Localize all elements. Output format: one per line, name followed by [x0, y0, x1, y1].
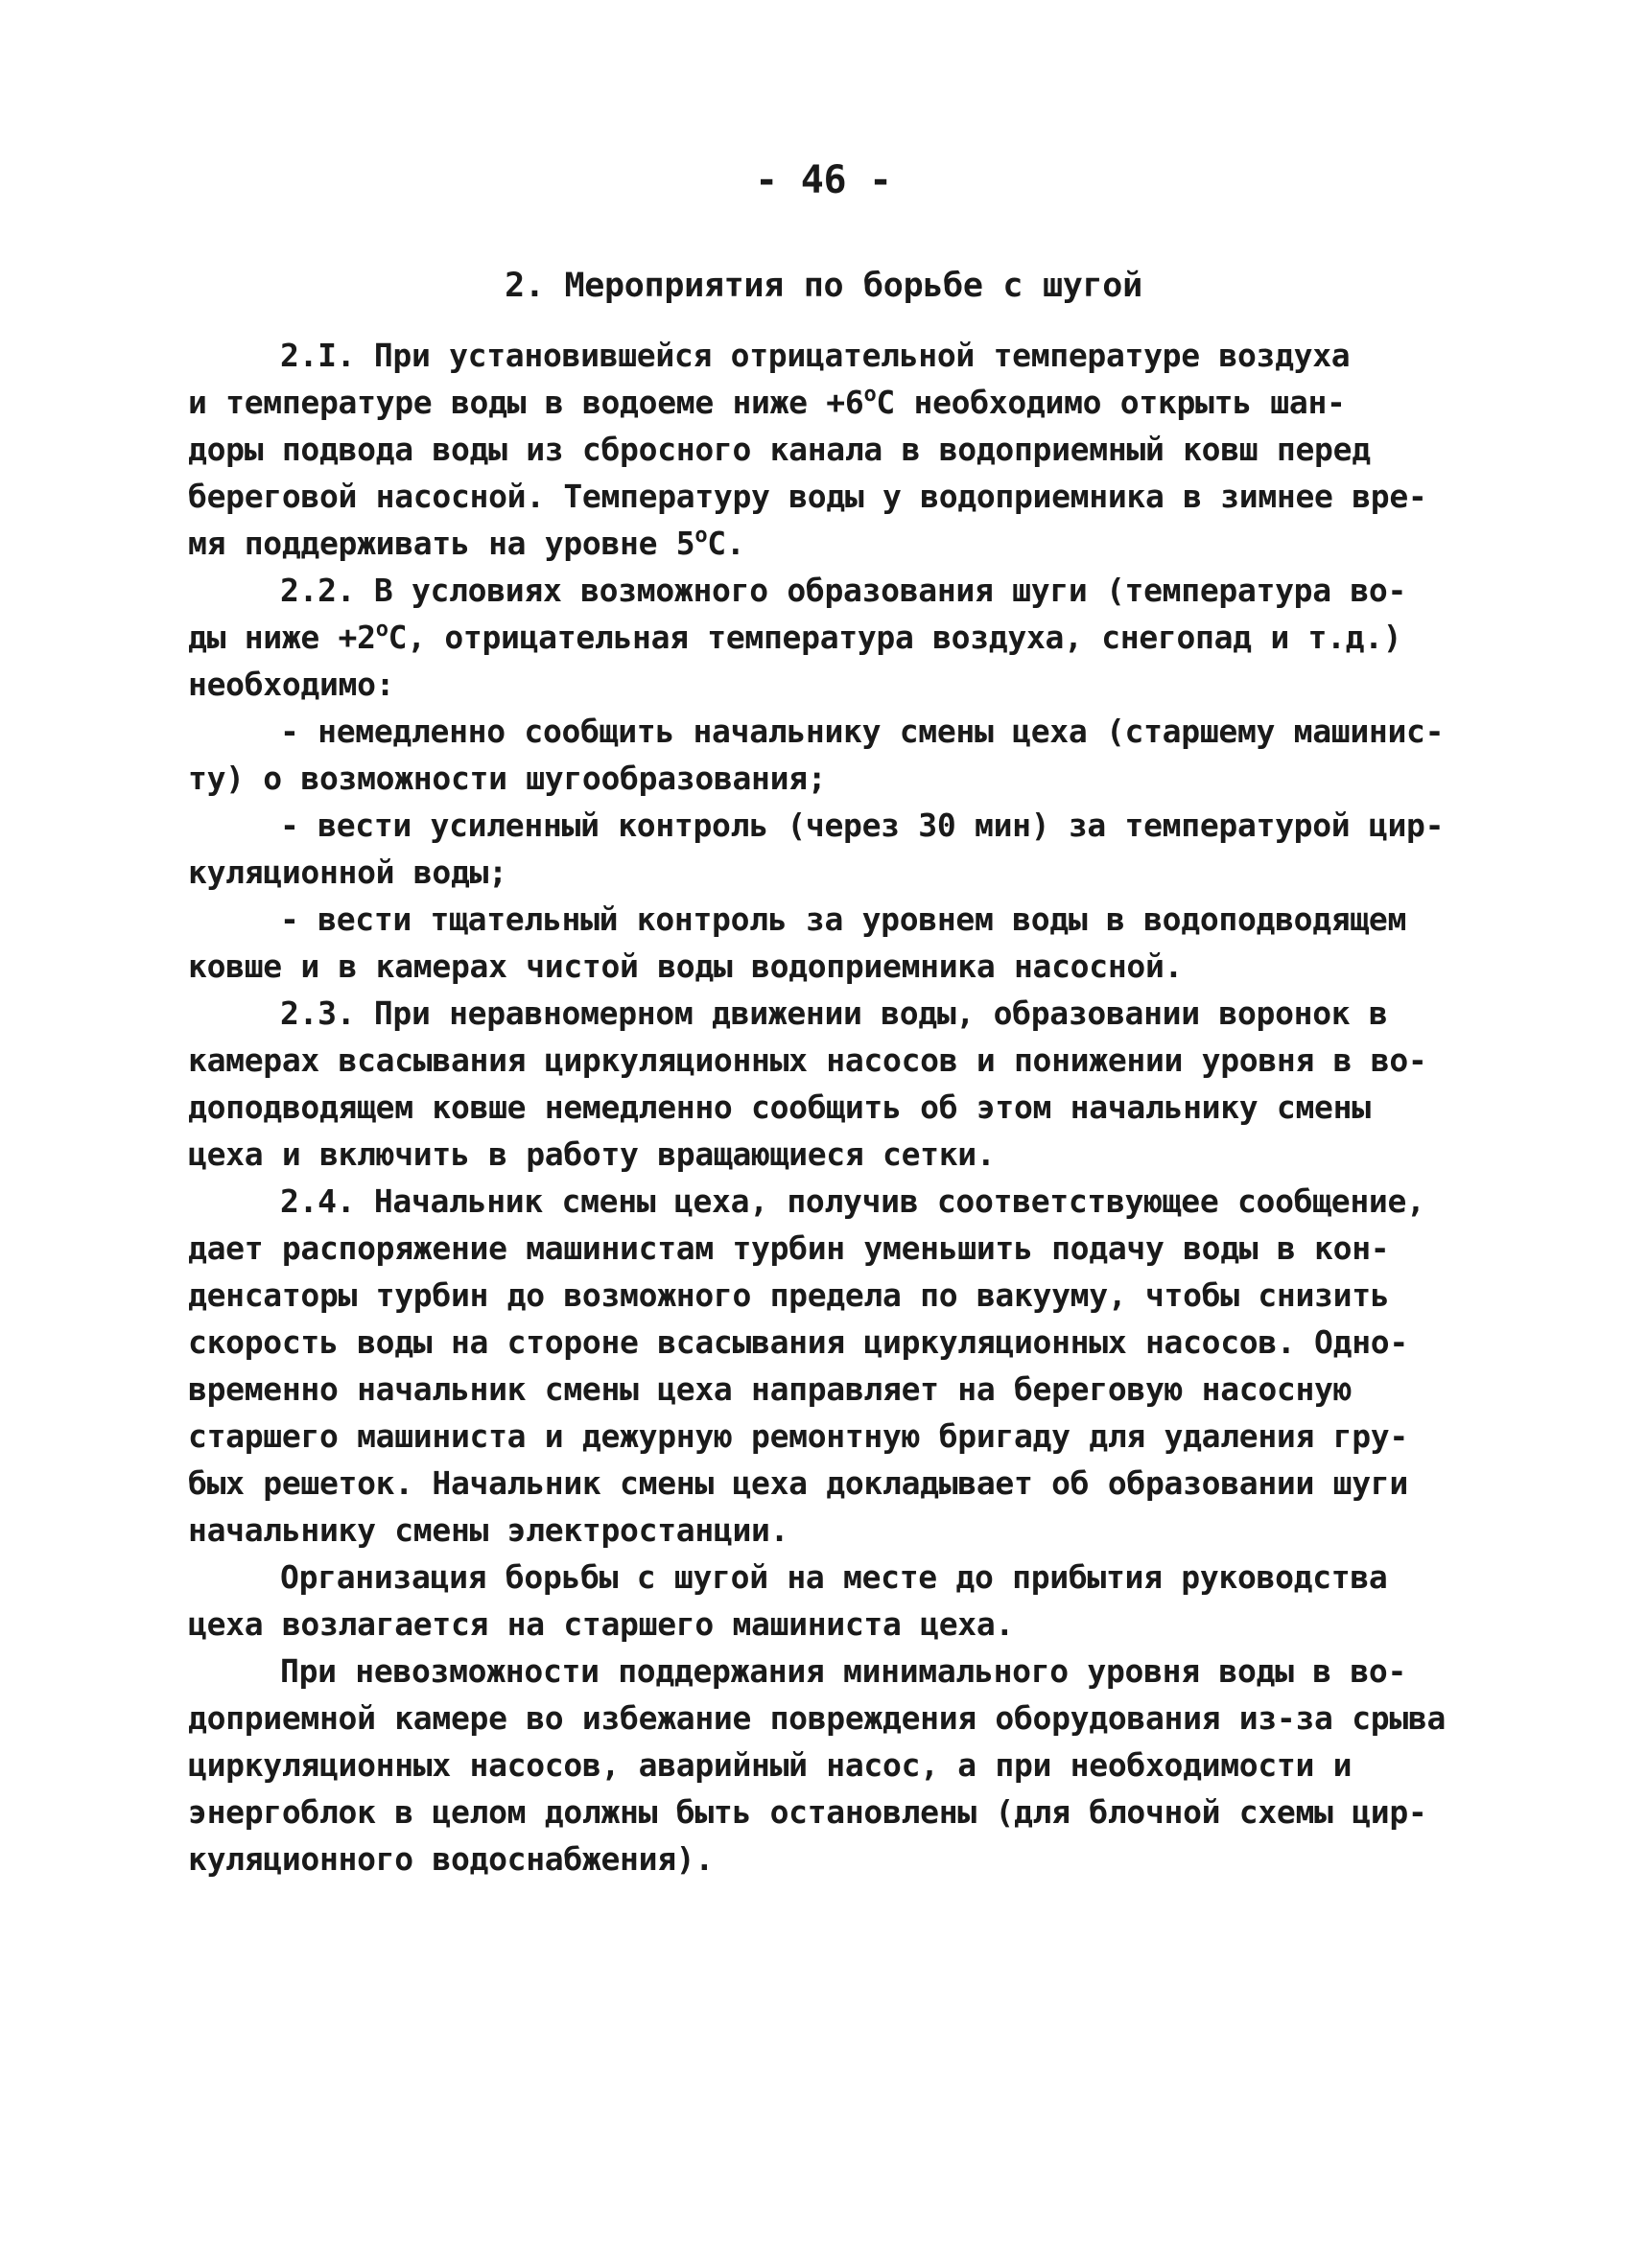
degree-sign: о — [863, 383, 877, 407]
degree-sign: о — [375, 618, 388, 642]
paragraph-2-4-line: временно начальник смены цеха направляет на береговую насосную — [188, 1370, 1353, 1408]
text-fragment: и температуре воды в водоеме ниже +6 — [188, 384, 864, 421]
list-item-line: ковше и в камерах чистой воды водоприемника насосной. — [188, 947, 1184, 985]
paragraph-2-1-line: береговой насосной. Температуру воды у водоприемника в зимнее вре- — [188, 478, 1427, 515]
paragraph-shutdown-line: куляционного водоснабжения). — [188, 1840, 714, 1878]
paragraph-2-1-line — [188, 379, 1473, 426]
list-item-line: куляционной воды; — [188, 853, 507, 891]
paragraph-2-1-line: 2.I. При установившейся отрицательной температуре воздуха — [280, 337, 1351, 374]
paragraph-organization-line: Организация борьбы с шугой на месте до прибытия руководства — [280, 1558, 1388, 1596]
page-number: - 46 - — [755, 158, 892, 202]
paragraph-2-3-line: камерах всасывания циркуляционных насосов и понижении уровня в во- — [188, 1041, 1427, 1079]
paragraph-shutdown-line: циркуляционных насосов, аварийный насос, а при необходимости и — [188, 1746, 1353, 1784]
paragraph-2-1-line: доры подвода воды из сбросного канала в водоприемный ковш перед — [188, 431, 1371, 468]
paragraph-shutdown-line: энергоблок в целом должны быть остановлены (для блочной схемы цир- — [188, 1793, 1427, 1831]
list-item-line: - вести тщательный контроль за уровнем воды в водоподводящем — [280, 900, 1407, 938]
list-item-line: - вести усиленный контроль (через 30 мин) за температурой цир- — [280, 807, 1445, 844]
paragraph-2-2-line: необходимо: — [188, 666, 395, 703]
paragraph-2-4-line: бых решеток. Начальник смены цеха докладывает об образовании шуги — [188, 1464, 1408, 1502]
paragraph-2-4-line: начальнику смены электростанции. — [188, 1511, 789, 1549]
paragraph-2-2-line: 2.2. В условиях возможного образования шуги (температура во- — [280, 572, 1407, 609]
paragraph-shutdown-line: доприемной камере во избежание повреждения оборудования из-за срыва — [188, 1699, 1447, 1737]
text-fragment: ды ниже +2 — [188, 619, 376, 656]
paragraph-2-1-line — [188, 520, 1473, 567]
paragraph-2-4-line: старшего машиниста и дежурную ремонтную бригаду для удаления гру- — [188, 1417, 1408, 1455]
text-fragment: С, отрицательная температура воздуха, снегопад и т.д.) — [388, 619, 1402, 656]
paragraph-shutdown-line: При невозможности поддержания минимального уровня воды в во- — [280, 1652, 1407, 1690]
paragraph-2-4-line: скорость воды на стороне всасывания циркуляционных насосов. Одно- — [188, 1323, 1408, 1361]
paragraph-2-4-line: дает распоряжение машинистам турбин уменьшить подачу воды в кон- — [188, 1229, 1390, 1267]
text-fragment: С необходимо открыть шан- — [876, 384, 1346, 421]
paragraph-2-3-line: 2.3. При неравномерном движении воды, образовании воронок в — [280, 994, 1388, 1032]
paragraph-2-4-line: денсаторы турбин до возможного предела по вакууму, чтобы снизить — [188, 1276, 1390, 1314]
list-item-line: ту) о возможности шугообразования; — [188, 760, 827, 797]
paragraph-2-4-line: 2.4. Начальник смены цеха, получив соответствующее сообщение, — [280, 1182, 1425, 1220]
paragraph-2-3-line: доподводящем ковше немедленно сообщить об этом начальнику смены — [188, 1088, 1371, 1126]
section-title: 2. Мероприятия по борьбе с шугой — [505, 267, 1142, 305]
degree-sign: о — [694, 524, 708, 548]
list-item-line: - немедленно сообщить начальнику смены цеха (старшему машинис- — [280, 713, 1445, 750]
paragraph-2-3-line: цеха и включить в работу вращающиеся сетки. — [188, 1135, 996, 1173]
text-fragment: С. — [707, 525, 745, 562]
paragraph-organization-line: цеха возлагается на старшего машиниста цеха. — [188, 1605, 1014, 1643]
text-fragment: мя поддерживать на уровне 5 — [188, 525, 695, 562]
body-text — [188, 332, 1473, 1882]
paragraph-2-2-line — [188, 614, 1473, 661]
